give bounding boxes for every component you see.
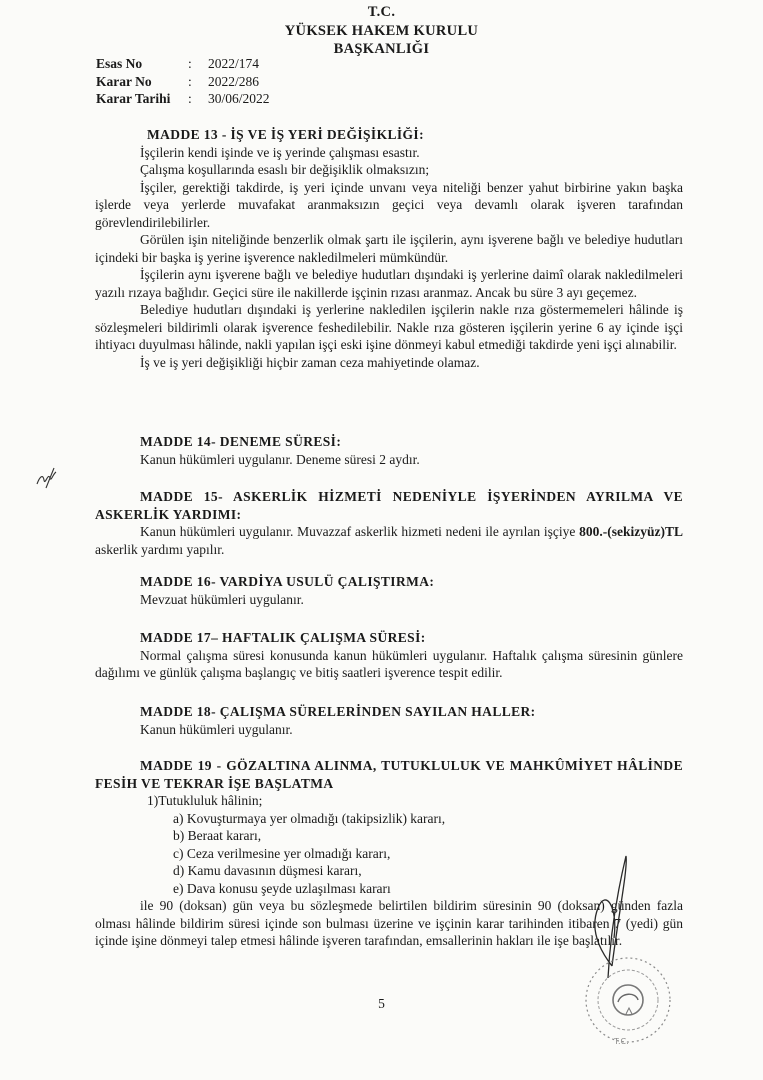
- page-number: 5: [378, 996, 385, 1011]
- case-metadata: [96, 55, 270, 108]
- article-14: [95, 433, 683, 468]
- article-13: [95, 126, 683, 371]
- meta-row-esas: [96, 55, 270, 73]
- article-19-intro: 1)Tutukluluk hâlinin;: [147, 793, 263, 808]
- article-15: [95, 488, 683, 558]
- article-15-amount: 800.-(sekizyüz)TL: [579, 524, 683, 539]
- article-19-title: MADDE 19 - GÖZALTINA ALINMA, TUTUKLULUK VE MAHKÛMİYET HÂLİNDE FESİH VE TEKRAR İŞE BAŞLATMA: [95, 758, 683, 791]
- article-16-p1: Mevzuat hükümleri uygulanır.: [140, 591, 304, 607]
- meta-value: 30/06/2022: [208, 91, 270, 106]
- article-17-p1: Normal çalışma süresi konusunda kanun hükümleri uygulanır. Haftalık çalışma süresinin günlere dağılımı ve günlük çalışma başlangıç ve bitiş saatleri işverence tespit edilir.: [95, 647, 683, 680]
- article-13-p4: Görülen işin niteliğinde benzerlik olmak şartı ile işçilerin, aynı işverene bağlı ve belediye hudutları içindeki bir başka iş yerine işverence nakledilmeleri mümkündür.: [95, 232, 683, 265]
- article-13-p7: İş ve iş yeri değişikliği hiçbir zaman ceza mahiyetinde olamaz.: [140, 354, 480, 370]
- header-presidency: BAŞKANLIĞI: [333, 41, 430, 57]
- article-15-text-c: askerlik yardımı yapılır.: [95, 541, 225, 557]
- meta-sep: :: [188, 73, 192, 89]
- article-13-p6: Belediye hudutları dışındaki iş yerlerine nakledilen işçilerin nakle rıza göstermemeleri hâlinde iş sözleşmeleri bildirimli olarak işverence feshedilebilir. Nakle rıza gösteren işçilerin yerine 6 ay içinde işçi ihtiyacı duyulması hâlinde, nakli yapılan işçi eski işine dönmeyi kabul etmediği takdirde yeni işçi alınabilir.: [95, 302, 683, 352]
- header-tc: T.C.: [367, 4, 396, 20]
- official-seal-stamp: [566, 952, 696, 1047]
- article-13-title: MADDE 13 - İŞ VE İŞ YERİ DEĞİŞİKLİĞİ:: [147, 127, 424, 142]
- header-institution: YÜKSEK HAKEM KURULU: [284, 23, 479, 39]
- article-19-item: c) Ceza verilmesine yer olmadığı kararı,: [173, 845, 391, 861]
- meta-sep: :: [188, 91, 192, 106]
- article-19-item: b) Beraat kararı,: [173, 828, 262, 843]
- article-16: [95, 573, 683, 608]
- meta-label: Esas No: [96, 56, 143, 71]
- meta-value: 2022/286: [208, 73, 260, 89]
- article-13-p2: Çalışma koşullarında esaslı bir değişiklik olmaksızın;: [140, 162, 430, 177]
- meta-row-tarih: [96, 90, 270, 108]
- article-18-p1: Kanun hükümleri uygulanır.: [140, 721, 293, 737]
- article-19-item: a) Kovuşturmaya yer olmadığı (takipsizlik) kararı,: [173, 810, 446, 826]
- article-18: [95, 703, 683, 738]
- article-15-p1: [95, 523, 683, 558]
- meta-row-karar: [96, 73, 270, 91]
- article-19-closing: ile 90 (doksan) gün veya bu sözleşmede belirtilen bildirim süresinin 90 (doksan) günden fazla olması hâlinde bildirim süresi içinde son bulması üzerine ve işçinin karar tarihinden itibaren 7 (yedi) gün içinde işine dönmeyi talep etmesi hâlinde işveren tarafından, emsallerinin hakları ile işe başlatılır.: [95, 898, 683, 948]
- meta-value: 2022/174: [208, 56, 260, 71]
- article-19-item: e) Dava konusu şeyde uzlaşılması kararı: [173, 880, 391, 896]
- margin-initials-mark: [34, 462, 62, 492]
- article-14-title: MADDE 14- DENEME SÜRESİ:: [140, 434, 342, 449]
- meta-sep: :: [188, 56, 192, 71]
- article-18-title: MADDE 18- ÇALIŞMA SÜRELERİNDEN SAYILAN HALLER:: [140, 704, 536, 719]
- article-13-p5: İşçilerin aynı işverene bağlı ve belediye hudutları dışındaki iş yerlerine daimî olarak nakledilmeleri yazılı rızaya bağlıdır. Geçici süre ile nakillerde işçinin rızası aranmaz. Ancak bu süre 3 ayı geçemez.: [95, 267, 683, 300]
- article-19-item: d) Kamu davasının düşmesi kararı,: [173, 863, 362, 878]
- article-15-title: MADDE 15- ASKERLİK HİZMETİ NEDENİYLE İŞYERİNDEN AYRILMA VE ASKERLİK YARDIMI:: [95, 489, 683, 522]
- meta-label: Karar Tarihi: [96, 91, 171, 106]
- article-17-title: MADDE 17– HAFTALIK ÇALIŞMA SÜRESİ:: [140, 630, 426, 645]
- meta-label: Karar No: [96, 73, 152, 89]
- article-13-p1: İşçilerin kendi işinde ve iş yerinde çalışması esastır.: [140, 144, 420, 160]
- article-13-p3: İşçiler, gerektiği takdirde, iş yeri içinde unvanı veya niteliği benzer yahut birbirine yakın başka işlerde veya yerlerde muvafakat aranmaksızın geçici veya devamlı olarak işveren tarafından görevlendirilebilirler.: [95, 179, 683, 230]
- article-16-title: MADDE 16- VARDİYA USULÜ ÇALIŞTIRMA:: [140, 574, 435, 589]
- svg-text:T.C.: T.C.: [614, 1037, 629, 1046]
- article-17: [95, 629, 683, 682]
- article-15-text-a: Kanun hükümleri uygulanır. Muvazzaf askerlik hizmeti nedeni ile ayrılan işçiye: [140, 524, 580, 539]
- article-14-p1: Kanun hükümleri uygulanır. Deneme süresi 2 aydır.: [140, 451, 420, 467]
